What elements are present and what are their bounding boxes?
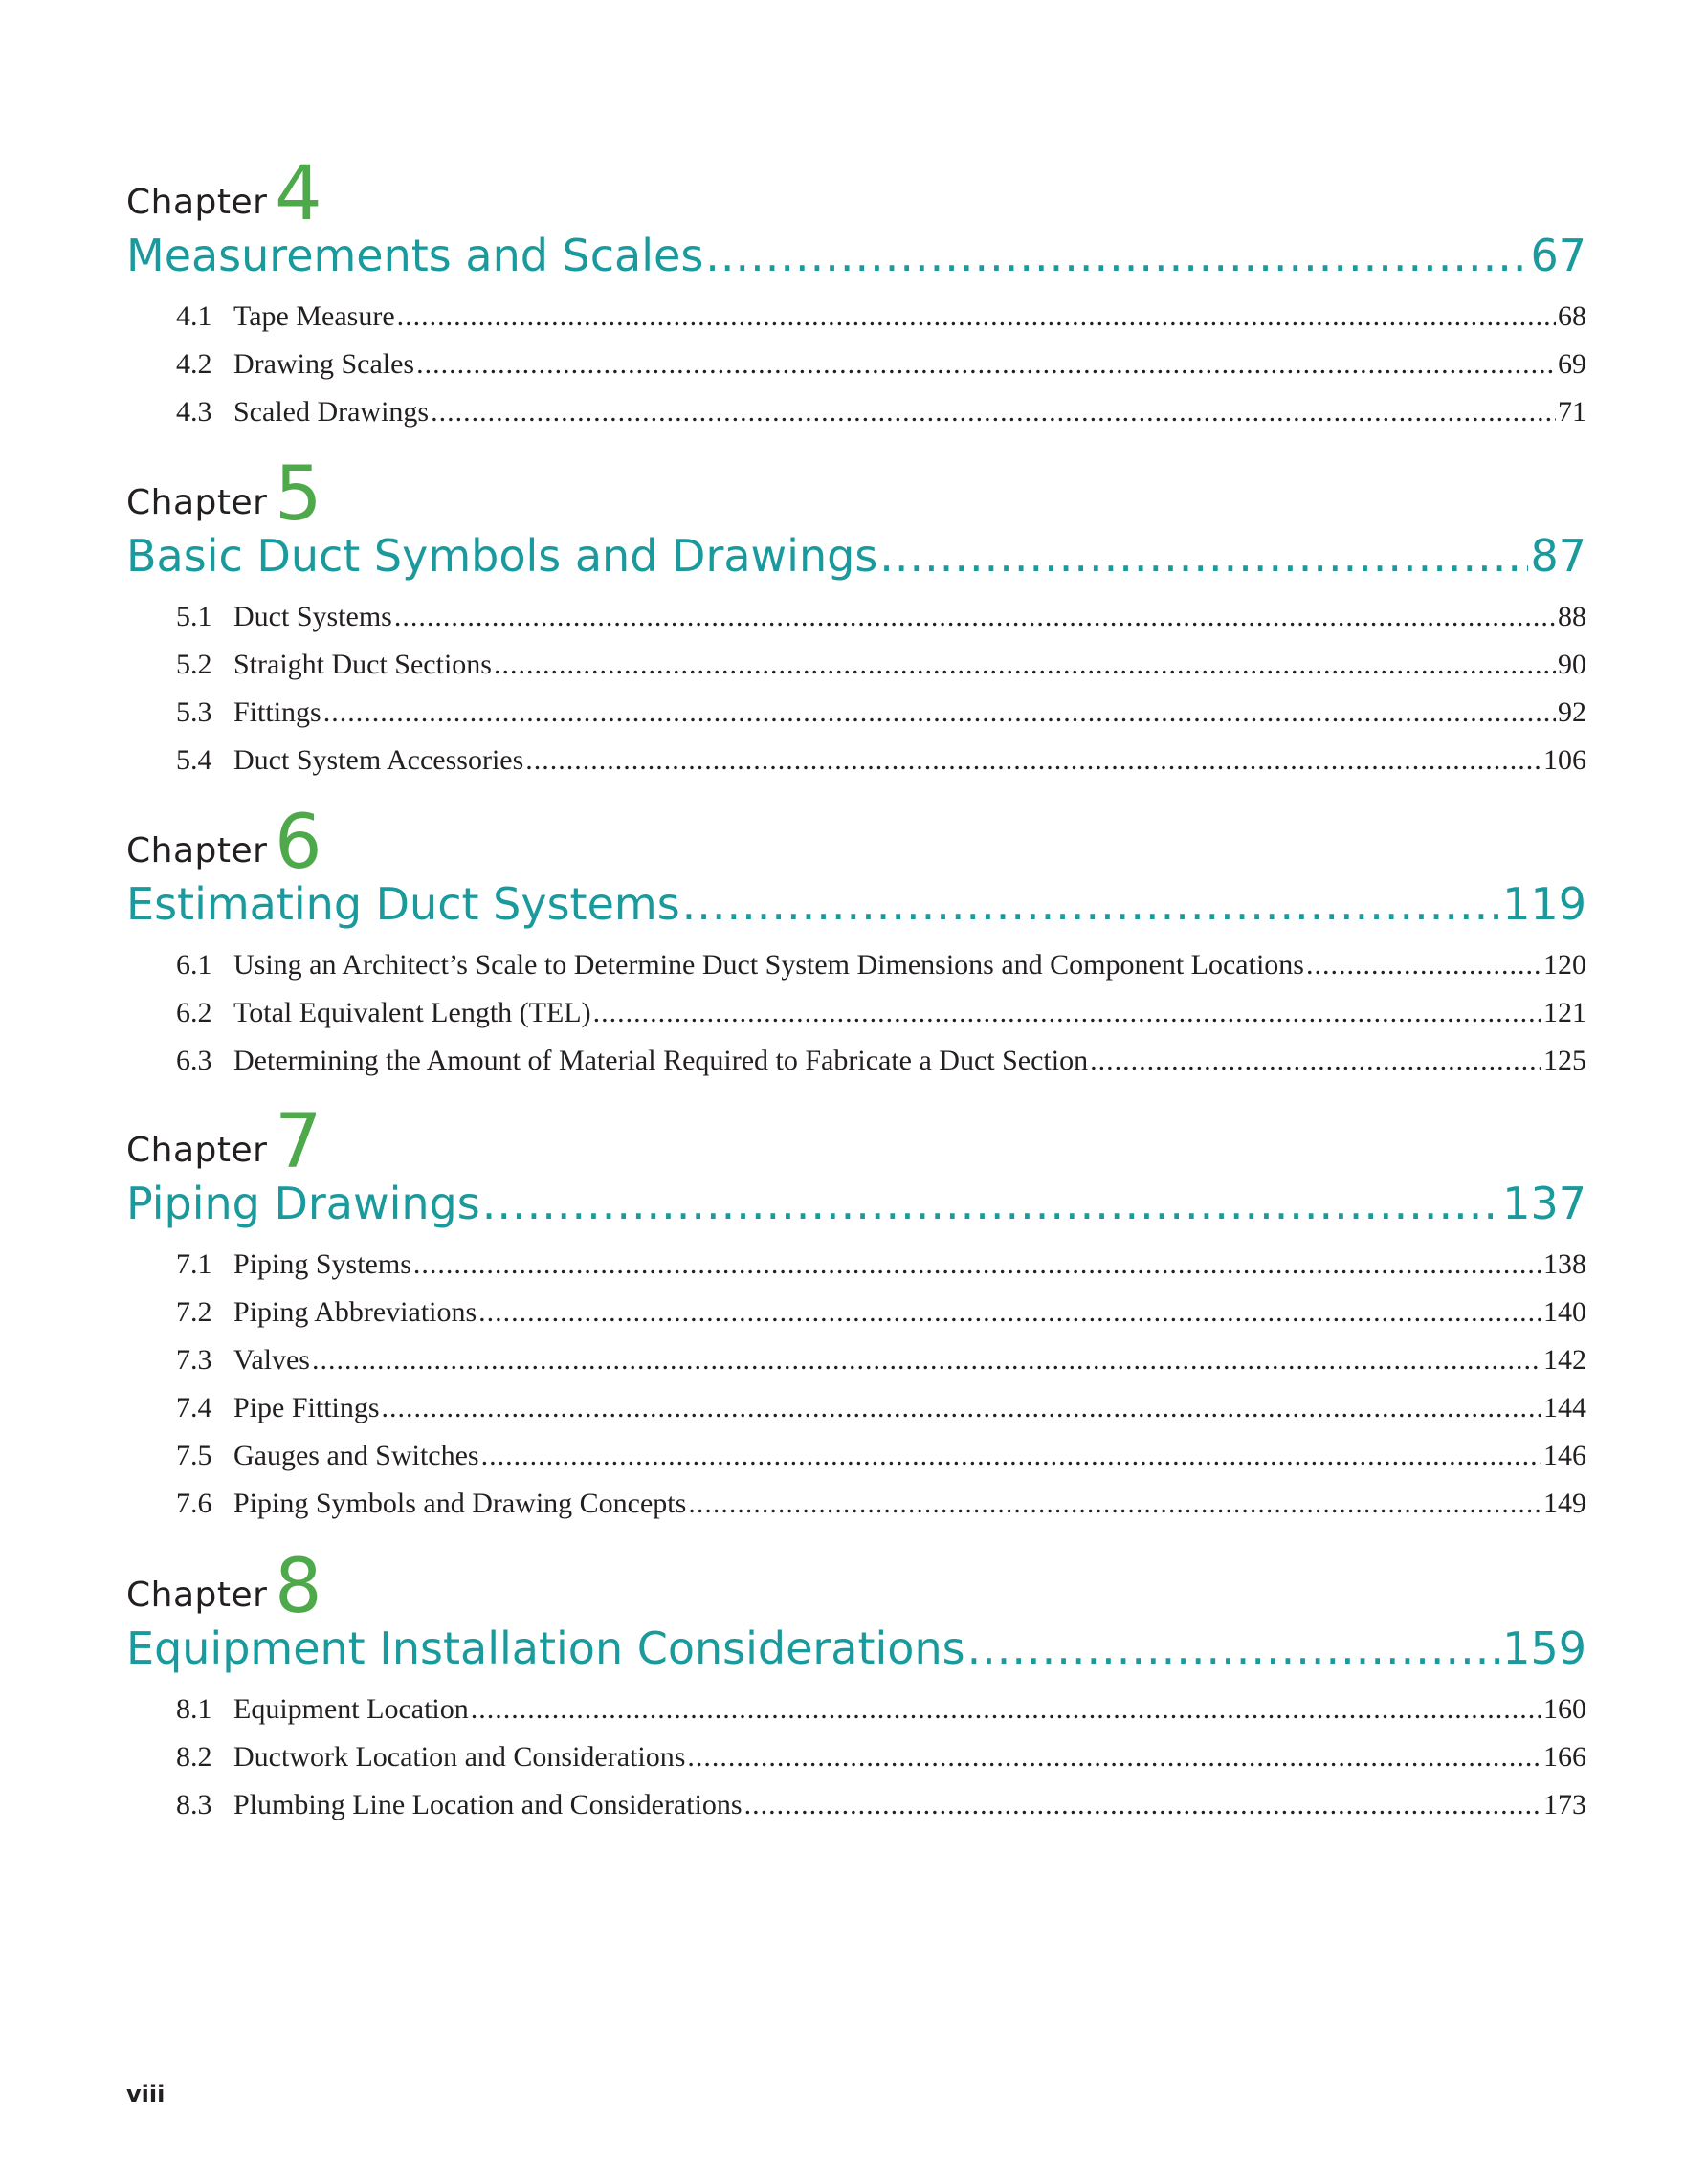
section-entry[interactable] bbox=[126, 949, 1586, 997]
section-page-number: 90 bbox=[1558, 649, 1586, 680]
chapter-number: 4 bbox=[275, 151, 322, 237]
chapter-title: Equipment Installation Considerations bbox=[126, 1622, 965, 1674]
chapter-heading bbox=[126, 800, 1586, 886]
chapter-heading bbox=[126, 1544, 1586, 1630]
section-entry[interactable] bbox=[126, 396, 1586, 444]
page-folio: viii bbox=[126, 2081, 166, 2107]
dot-leader bbox=[593, 997, 1541, 1029]
section-number: 7.4 bbox=[176, 1392, 212, 1423]
dot-leader bbox=[482, 1178, 1500, 1229]
chapter-heading bbox=[126, 151, 1586, 237]
section-page-number: 166 bbox=[1543, 1741, 1586, 1773]
section-number: 8.2 bbox=[176, 1741, 212, 1773]
dot-leader bbox=[1090, 1045, 1541, 1077]
chapter-title-entry[interactable] bbox=[126, 1178, 1586, 1248]
section-page-number: 149 bbox=[1543, 1488, 1586, 1519]
dot-leader bbox=[688, 1488, 1541, 1520]
section-number: 4.3 bbox=[176, 396, 212, 428]
dot-leader bbox=[471, 1693, 1541, 1726]
section-title: Using an Architect’s Scale to Determine Duct System Dimensions and Component Locations bbox=[233, 949, 1304, 981]
section-entry[interactable] bbox=[126, 1296, 1586, 1344]
chapter-label: Chapter bbox=[126, 831, 268, 871]
section-title: Piping Symbols and Drawing Concepts bbox=[233, 1488, 687, 1519]
section-number: 5.4 bbox=[176, 744, 212, 776]
dot-leader bbox=[744, 1789, 1541, 1821]
section-page-number: 92 bbox=[1558, 696, 1586, 728]
chapter-label: Chapter bbox=[126, 183, 268, 222]
dot-leader bbox=[413, 1248, 1541, 1281]
section-number: 5.3 bbox=[176, 696, 212, 728]
section-title: Valves bbox=[233, 1344, 310, 1376]
section-title: Ductwork Location and Considerations bbox=[233, 1741, 686, 1773]
section-page-number: 142 bbox=[1543, 1344, 1586, 1376]
section-entry[interactable] bbox=[126, 1488, 1586, 1535]
dot-leader bbox=[494, 649, 1556, 681]
section-entry[interactable] bbox=[126, 300, 1586, 348]
chapter-block bbox=[126, 453, 1586, 792]
section-title: Pipe Fittings bbox=[233, 1392, 380, 1423]
dot-leader bbox=[481, 1440, 1541, 1472]
section-number: 5.2 bbox=[176, 649, 212, 680]
section-title: Drawing Scales bbox=[233, 348, 415, 380]
dot-leader bbox=[525, 744, 1541, 777]
dot-leader bbox=[687, 1741, 1541, 1774]
chapter-label: Chapter bbox=[126, 1131, 268, 1170]
section-entry[interactable] bbox=[126, 1392, 1586, 1440]
section-title: Piping Abbreviations bbox=[233, 1296, 477, 1328]
section-entry[interactable] bbox=[126, 1693, 1586, 1741]
section-entry[interactable] bbox=[126, 1248, 1586, 1296]
chapter-title-entry[interactable] bbox=[126, 230, 1586, 300]
chapter-heading bbox=[126, 1099, 1586, 1185]
section-entry[interactable] bbox=[126, 601, 1586, 649]
section-entry[interactable] bbox=[126, 348, 1586, 396]
dot-leader bbox=[394, 601, 1556, 633]
section-title: Piping Systems bbox=[233, 1248, 411, 1280]
chapter-number: 7 bbox=[275, 1099, 322, 1185]
chapter-title: Basic Duct Symbols and Drawings bbox=[126, 530, 878, 582]
section-entry[interactable] bbox=[126, 744, 1586, 792]
dot-leader bbox=[705, 230, 1528, 281]
chapter-page-number: 67 bbox=[1530, 230, 1586, 281]
section-title: Fittings bbox=[233, 696, 321, 728]
section-entry[interactable] bbox=[126, 1789, 1586, 1837]
chapter-title-entry[interactable] bbox=[126, 1622, 1586, 1693]
section-number: 8.1 bbox=[176, 1693, 212, 1725]
section-title: Tape Measure bbox=[233, 300, 395, 332]
chapter-title-entry[interactable] bbox=[126, 878, 1586, 949]
section-title: Determining the Amount of Material Required to Fabricate a Duct Section bbox=[233, 1045, 1089, 1076]
chapter-page-number: 119 bbox=[1502, 878, 1586, 930]
section-number: 6.2 bbox=[176, 997, 212, 1028]
dot-leader bbox=[416, 348, 1556, 381]
section-number: 7.5 bbox=[176, 1440, 212, 1471]
section-number: 6.3 bbox=[176, 1045, 212, 1076]
chapter-title: Measurements and Scales bbox=[126, 230, 704, 281]
dot-leader bbox=[431, 396, 1556, 429]
chapter-block bbox=[126, 153, 1586, 444]
section-page-number: 160 bbox=[1543, 1693, 1586, 1725]
chapter-label: Chapter bbox=[126, 1576, 268, 1615]
section-page-number: 125 bbox=[1543, 1045, 1586, 1076]
section-page-number: 71 bbox=[1558, 396, 1586, 428]
chapter-block bbox=[126, 802, 1586, 1092]
chapter-number: 8 bbox=[275, 1544, 322, 1630]
chapter-title-entry[interactable] bbox=[126, 530, 1586, 601]
section-entry[interactable] bbox=[126, 696, 1586, 744]
section-number: 6.1 bbox=[176, 949, 212, 981]
section-number: 7.6 bbox=[176, 1488, 212, 1519]
section-page-number: 106 bbox=[1543, 744, 1586, 776]
dot-leader bbox=[478, 1296, 1541, 1329]
chapter-block bbox=[126, 1546, 1586, 1837]
chapter-page-number: 159 bbox=[1502, 1622, 1586, 1674]
chapter-page-number: 87 bbox=[1530, 530, 1586, 582]
section-title: Straight Duct Sections bbox=[233, 649, 492, 680]
dot-leader bbox=[682, 878, 1501, 930]
section-number: 7.3 bbox=[176, 1344, 212, 1376]
section-page-number: 121 bbox=[1543, 997, 1586, 1028]
chapter-page-number: 137 bbox=[1502, 1178, 1586, 1229]
section-title: Plumbing Line Location and Considerations bbox=[233, 1789, 743, 1820]
section-page-number: 173 bbox=[1543, 1789, 1586, 1820]
section-number: 4.2 bbox=[176, 348, 212, 380]
section-title: Scaled Drawings bbox=[233, 396, 430, 428]
section-page-number: 88 bbox=[1558, 601, 1586, 632]
section-page-number: 140 bbox=[1543, 1296, 1586, 1328]
section-entry[interactable] bbox=[126, 997, 1586, 1045]
section-title: Equipment Location bbox=[233, 1693, 469, 1725]
section-title: Duct System Accessories bbox=[233, 744, 524, 776]
dot-leader bbox=[1306, 949, 1541, 982]
section-title: Total Equivalent Length (TEL) bbox=[233, 997, 591, 1028]
section-number: 8.3 bbox=[176, 1789, 212, 1820]
section-title: Gauges and Switches bbox=[233, 1440, 479, 1471]
section-page-number: 69 bbox=[1558, 348, 1586, 380]
chapter-number: 5 bbox=[275, 452, 322, 538]
chapter-block bbox=[126, 1101, 1586, 1535]
dot-leader bbox=[382, 1392, 1541, 1424]
section-entry[interactable] bbox=[126, 649, 1586, 696]
section-title: Duct Systems bbox=[233, 601, 392, 632]
dot-leader bbox=[397, 300, 1556, 333]
dot-leader bbox=[323, 696, 1556, 729]
section-page-number: 138 bbox=[1543, 1248, 1586, 1280]
section-page-number: 120 bbox=[1543, 949, 1586, 981]
chapter-title: Estimating Duct Systems bbox=[126, 878, 680, 930]
dot-leader bbox=[879, 530, 1528, 582]
chapter-title: Piping Drawings bbox=[126, 1178, 480, 1229]
section-page-number: 144 bbox=[1543, 1392, 1586, 1423]
chapter-number: 6 bbox=[275, 800, 322, 886]
section-number: 5.1 bbox=[176, 601, 212, 632]
section-entry[interactable] bbox=[126, 1741, 1586, 1789]
section-number: 7.1 bbox=[176, 1248, 212, 1280]
section-number: 7.2 bbox=[176, 1296, 212, 1328]
section-entry[interactable] bbox=[126, 1440, 1586, 1488]
section-page-number: 68 bbox=[1558, 300, 1586, 332]
section-entry[interactable] bbox=[126, 1045, 1586, 1092]
section-number: 4.1 bbox=[176, 300, 212, 332]
chapter-label: Chapter bbox=[126, 483, 268, 522]
section-entry[interactable] bbox=[126, 1344, 1586, 1392]
dot-leader bbox=[312, 1344, 1541, 1377]
dot-leader bbox=[967, 1622, 1501, 1674]
section-page-number: 146 bbox=[1543, 1440, 1586, 1471]
chapter-heading bbox=[126, 452, 1586, 538]
